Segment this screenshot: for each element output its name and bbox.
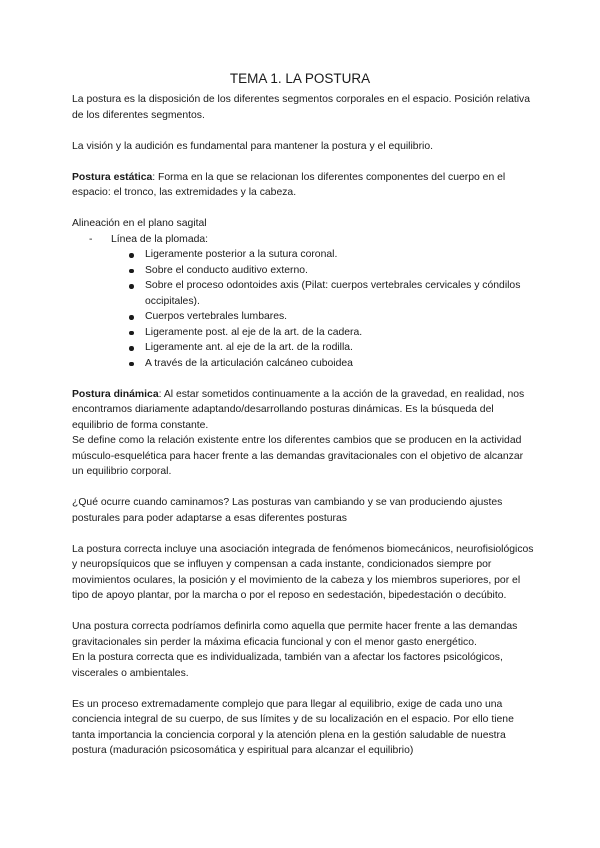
list-item: Ligeramente posterior a la sutura coronal. bbox=[145, 247, 534, 263]
plomada-subheading bbox=[72, 232, 534, 248]
caminamos-paragraph: ¿Qué ocurre cuando caminamos? Las posturas van cambiando y se van produciendo ajustes posturales para poder adaptarse a esas diferentes posturas bbox=[72, 497, 503, 524]
plomada-label: Línea de la plomada: bbox=[111, 233, 209, 245]
postura-dinamica-definition: Se define como la relación existente entre los diferentes cambios que se producen en la actividad músculo-esquelética para hacer frente a las demandas gravitacionales con el objetivo de alcanzar un equilibrio corporal. bbox=[72, 435, 524, 477]
list-item: Cuerpos vertebrales lumbares. bbox=[145, 309, 534, 325]
vision-paragraph: La visión y la audición es fundamental para mantener la postura y el equilibrio. bbox=[72, 140, 433, 152]
list-item: Sobre el conducto auditivo externo. bbox=[145, 263, 534, 279]
postura-dinamica-paragraph bbox=[72, 387, 534, 434]
postura-estatica-paragraph bbox=[72, 170, 534, 201]
list-item: A través de la articulación calcáneo cuboidea bbox=[145, 356, 534, 372]
definicion-paragraph: Una postura correcta podríamos definirla como aquella que permite hacer frente a las demandas gravitacionales sin perder la máxima eficacia funcional y con el menor gasto energético. bbox=[72, 621, 518, 648]
individualizada-paragraph: En la postura correcta que es individualizada, también van a afectar los factores psicológicos, viscerales o ambientales. bbox=[72, 652, 503, 679]
plomada-list bbox=[72, 247, 534, 371]
list-item: Sobre el proceso odontoides axis (Pilat: cuerpos vertebrales cervicales y cóndilos occipitales). bbox=[145, 278, 534, 309]
list-item: Ligeramente post. al eje de la art. de la cadera. bbox=[145, 325, 534, 341]
postura-dinamica-term: Postura dinámica bbox=[72, 388, 159, 400]
page-title: TEMA 1. LA POSTURA bbox=[229, 71, 371, 86]
postura-estatica-text: : Forma en la que se relacionan los diferentes componentes del cuerpo en el espacio: el tronco, las extremidades y la cabeza. bbox=[72, 171, 506, 198]
proceso-paragraph: Es un proceso extremadamente complejo que para llegar al equilibrio, exige de cada uno una conciencia integral de su cuerpo, de sus límites y de su localización en el espacio. Por ello tiene tanta importancia la conciencia corporal y la atención plena en la gestión saludable de nuestra postura (maduración psicosomática y espiritual para alcanzar el equilibrio) bbox=[72, 698, 514, 756]
postura-estatica-term: Postura estática bbox=[72, 171, 153, 183]
postura-correcta-paragraph: La postura correcta incluye una asociación integrada de fenómenos biomecánicos, neurofisiológicos y neuropsíquicos que se influyen y compensan a cada instante, condicionados siempre por movimientos oculares, la posición y el movimiento de la cabeza y los miembros superiores, por el tipo de apoyo plantar, por la marcha o por el reposo en sedestación, bipedestación o decúbito. bbox=[72, 543, 534, 601]
postura-dinamica-text: : Al estar sometidos continuamente a la acción de la gravedad, en realidad, nos encontramos diariamente adaptando/desarrollando posturas dinámicas. Es la búsqueda del equilibrio de forma constante. bbox=[72, 388, 525, 431]
list-item: Ligeramente ant. al eje de la art. de la rodilla. bbox=[145, 340, 534, 356]
dash-marker: - bbox=[89, 233, 93, 245]
alineacion-heading: Alineación en el plano sagital bbox=[72, 218, 207, 229]
document-body bbox=[72, 92, 534, 774]
intro-paragraph: La postura es la disposición de los diferentes segmentos corporales en el espacio. Posición relativa de los diferentes segmentos. bbox=[72, 94, 531, 121]
